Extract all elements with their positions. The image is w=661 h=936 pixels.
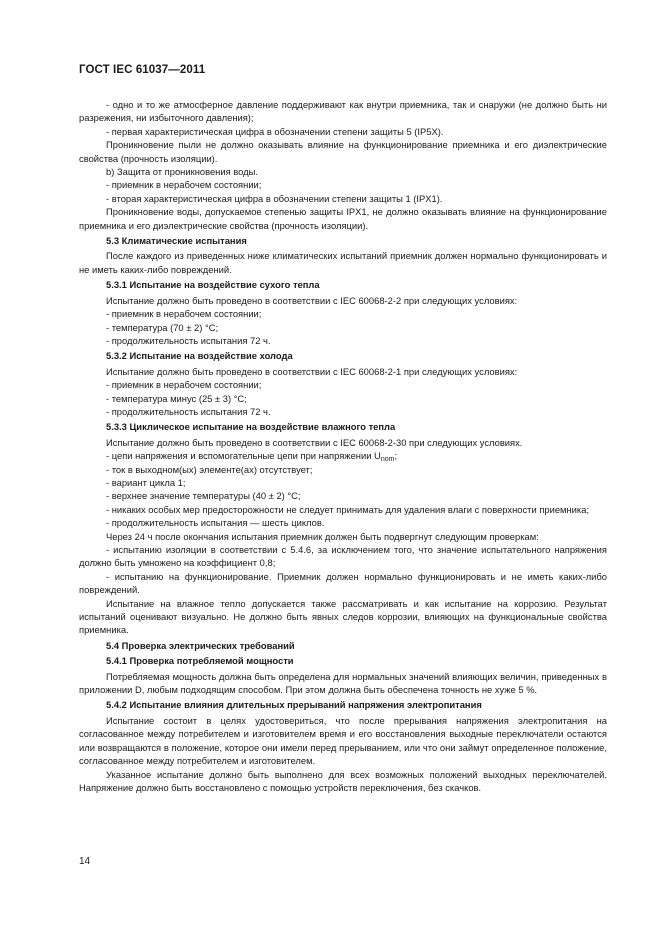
document-body — [79, 98, 607, 794]
paragraph — [79, 165, 607, 178]
block-text: - приемник в нерабочем состоянии; — [106, 179, 262, 191]
block-text: - продолжительность испытания 72 ч. — [106, 334, 271, 346]
block-text: Испытание на влажное тепло допускается также рассматривать и как испытание на коррозию. Результат испытаний оценивают визуально. Не должно быть явных следов коррозии, влияющих на функциональные свойства приемника. — [79, 597, 607, 636]
section-heading — [106, 349, 607, 362]
block-text: - приемник в нерабочем состоянии; — [106, 379, 262, 391]
block-text: - вариант цикла 1; — [106, 476, 186, 488]
block-text: Испытание должно быть проведено в соответствии с IEC 60068-2-1 при следующих условиях: — [106, 365, 518, 377]
paragraph — [79, 670, 607, 697]
paragraph — [79, 334, 607, 347]
block-text: 5.4.2 Испытание влияния длительных прерываний напряжения электропитания — [106, 699, 482, 711]
paragraph — [79, 476, 607, 489]
paragraph — [79, 405, 607, 418]
paragraph — [79, 530, 607, 543]
page-number: 14 — [79, 856, 91, 867]
section-heading — [106, 654, 607, 667]
block-text: - температура минус (25 ± 3) °C; — [106, 392, 247, 404]
subscript: nom — [380, 456, 395, 464]
block-text: 5.3 Климатические испытания — [106, 235, 247, 247]
block-text: - продолжительность испытания 72 ч. — [106, 405, 271, 417]
block-text: - приемник в нерабочем состоянии; — [106, 308, 262, 320]
block-text: Проникновение пыли не должно оказывать влияние на функционирование приемника и его диэлектрические свойства (прочность изоляции). — [79, 139, 607, 164]
block-text: Испытание должно быть проведено в соответствии с IEC 60068-2-30 при следующих условиях. — [106, 436, 523, 448]
paragraph — [79, 392, 607, 405]
paragraph — [79, 125, 607, 138]
paragraph — [79, 378, 607, 391]
block-text: - испытанию изоляции в соответствии с 5.4.6, за исключением того, что значение испытательного напряжения должно быть умножено на коэффициент 0,8; — [79, 544, 607, 569]
paragraph — [79, 449, 607, 462]
block-text: - цепи напряжения и вспомогательные цепи при напряжении U — [106, 450, 381, 462]
paragraph — [79, 205, 607, 232]
block-text: 5.3.3 Циклическое испытание на воздействие влажного тепла — [106, 421, 396, 433]
block-text: - верхнее значение температуры (40 ± 2) °C; — [106, 490, 301, 502]
block-text: - первая характеристическая цифра в обозначении степени защиты 5 (IP5X). — [106, 125, 444, 137]
block-text: - испытанию на функционирование. Приемник должен нормально функционировать и не иметь каких-либо повреждений. — [79, 570, 607, 596]
block-text: - вторая характеристическая цифра в обозначении степени защиты 1 (IPX1). — [106, 192, 443, 204]
page-header: ГОСТ IEC 61037—2011 — [79, 64, 206, 76]
block-text: 5.4.1 Проверка потребляемой мощности — [106, 655, 294, 667]
block-text: - продолжительность испытания — шесть циклов. — [106, 517, 325, 529]
section-heading — [106, 278, 607, 291]
paragraph — [79, 489, 607, 502]
paragraph — [79, 543, 607, 570]
section-heading — [106, 234, 607, 247]
block-text: - температура (70 ± 2) °C; — [106, 321, 219, 333]
paragraph — [79, 307, 607, 320]
paragraph — [79, 597, 607, 637]
paragraph — [79, 768, 607, 795]
block-text: 5.4 Проверка электрических требований — [106, 639, 295, 651]
block-text: - никаких особых мер предосторожности не следует принимать для удаления влаги с поверхности приемника; — [106, 503, 590, 515]
block-text: b) Защита от проникновения воды. — [106, 166, 258, 178]
paragraph — [79, 570, 607, 597]
block-text: 5.3.1 Испытание на воздействие сухого тепла — [106, 279, 320, 291]
paragraph — [79, 138, 607, 165]
paragraph — [79, 714, 607, 768]
paragraph — [79, 365, 607, 378]
block-text: Проникновение воды, допускаемое степенью защиты IPX1, не должно оказывать влияние на функционирование приемника и его диэлектрические свойства (прочность изоляции). — [79, 206, 607, 231]
paragraph — [79, 463, 607, 476]
block-text: 5.3.2 Испытание на воздействие холода — [106, 350, 293, 362]
paragraph — [79, 294, 607, 307]
block-text: Через 24 ч после окончания испытания приемник должен быть подвергнут следующим проверкам: — [106, 530, 539, 542]
block-text: - одно и то же атмосферное давление поддерживают как внутри приемника, так и снаружи (не должно быть ни разрежения, ни избыточного давления); — [79, 99, 607, 124]
block-text: Испытание состоит в целях удостовериться, что после прерывания напряжения электропитания на согласованное между потребителем и изготовителем время и его восстановления выходные переключатели остаются или возвращаются в положение, которое они имели перед прерыванием, или что они займут определенное положение, согласованное между потребителем и изготовителем. — [79, 714, 607, 767]
paragraph — [79, 98, 607, 125]
section-heading — [106, 420, 607, 433]
paragraph — [79, 321, 607, 334]
paragraph — [79, 436, 607, 449]
paragraph — [79, 516, 607, 529]
block-text: Испытание должно быть проведено в соответствии с IEC 60068-2-2 при следующих условиях: — [106, 294, 518, 306]
paragraph — [79, 178, 607, 191]
block-text: - ток в выходном(ых) элементе(ах) отсутствует; — [106, 463, 313, 475]
block-text: Потребляемая мощность должна быть определена для нормальных значений влияющих величин, приведенных в приложении D, любым подходящим способом. При этом должна быть обеспечена точность не хуже 5 %. — [79, 670, 607, 696]
block-tail: ; — [394, 450, 398, 462]
section-heading — [106, 698, 607, 711]
block-text: Указанное испытание должно быть выполнено для всех возможных положений выходных переключателей. Напряжение должно быть восстановлено с помощью устройств переключения, без скачков. — [79, 768, 607, 793]
paragraph — [79, 192, 607, 205]
paragraph — [79, 249, 607, 276]
block-text: После каждого из приведенных ниже климатических испытаний приемник должен нормально функционировать и не иметь каких-либо повреждений. — [79, 250, 607, 275]
section-heading — [106, 639, 607, 652]
paragraph — [79, 503, 607, 516]
